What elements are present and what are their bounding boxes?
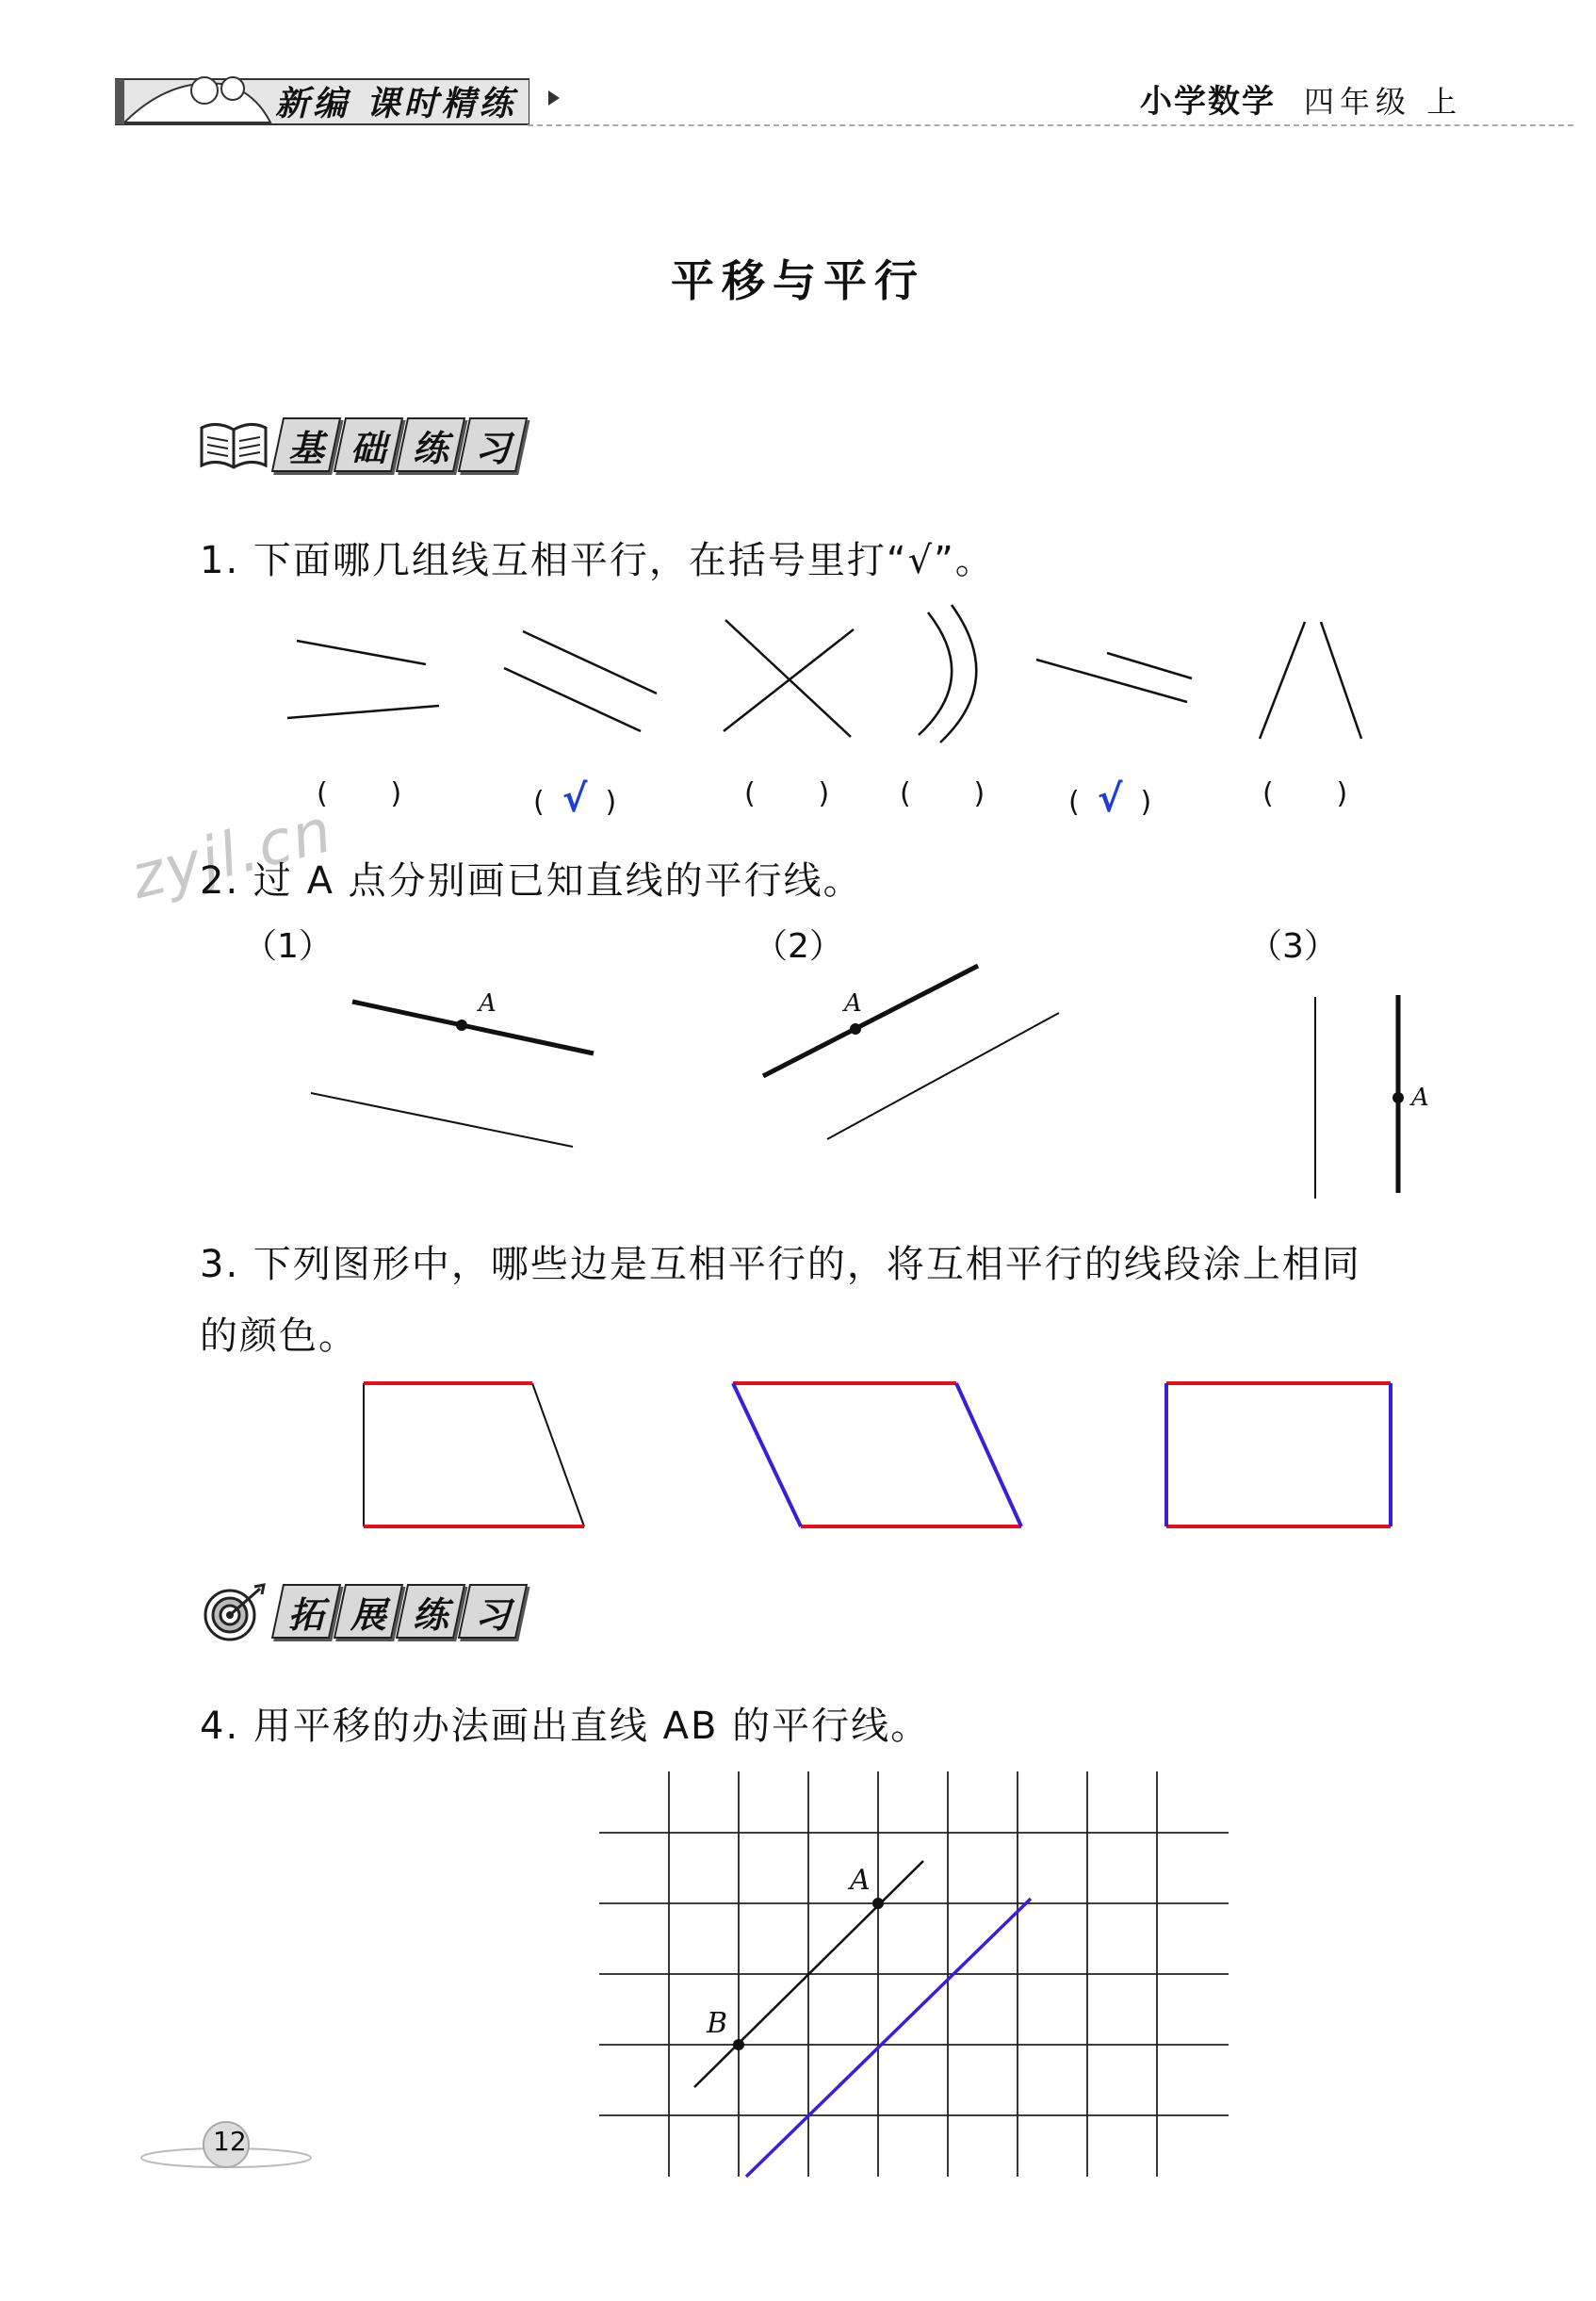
q1-answer-5[interactable]: ( √ ) — [1068, 777, 1152, 821]
section-extend-char-2: 展 — [334, 1584, 403, 1639]
q4-grid — [599, 1771, 1229, 2177]
q1-check-2: √ — [562, 777, 588, 821]
q2-fig1-label-a: A — [479, 989, 497, 1018]
question-3-text-line-2: 的颜色。 — [200, 1314, 358, 1358]
q2-part-3-label: （3） — [1248, 927, 1338, 966]
q2-part-1-label: （1） — [243, 927, 333, 966]
q1-answer-3[interactable]: ( ) — [744, 777, 830, 810]
watermark: zyjl.cn — [124, 795, 340, 914]
question-2-text: 2. 过 A 点分别画已知直线的平行线。 — [200, 859, 863, 903]
page-number: 12 — [213, 2126, 247, 2157]
q4-label-b: B — [707, 2007, 728, 2040]
section-basic-char-2: 础 — [334, 417, 403, 472]
page-title: 平移与平行 — [671, 255, 925, 306]
q1-answer-4[interactable]: ( ) — [900, 777, 985, 810]
section-extend-char-4: 习 — [458, 1584, 528, 1639]
q2-fig3-label-a: A — [1411, 1084, 1429, 1112]
header-grade: 四年级 上 — [1304, 84, 1463, 120]
q1-check-5: √ — [1097, 777, 1123, 821]
q2-fig2-label-a: A — [844, 989, 862, 1018]
header-series-title: 新编 课时精练 — [275, 85, 517, 123]
q1-answer-6[interactable]: ( ) — [1262, 777, 1348, 810]
q4-label-a: A — [850, 1864, 871, 1897]
q1-answer-2[interactable]: ( √ ) — [533, 777, 617, 821]
question-3-text-line-1: 3. 下列图形中，哪些边是互相平行的，将互相平行的线段涂上相同 — [200, 1243, 1361, 1286]
q1-answer-1[interactable]: ( ) — [317, 777, 402, 810]
q4-point-a — [872, 1898, 884, 1909]
question-1-text: 1. 下面哪几组线互相平行，在括号里打“√”。 — [200, 539, 995, 582]
q4-parallel-line — [746, 1899, 1031, 2177]
question-4-text: 4. 用平移的办法画出直线 AB 的平行线。 — [200, 1705, 931, 1748]
q2-part-2-label: （2） — [754, 927, 843, 966]
section-basic-char-4: 习 — [458, 417, 528, 472]
section-basic-char-1: 基 — [271, 417, 341, 472]
section-extend-char-1: 拓 — [271, 1584, 341, 1639]
q4-point-b — [733, 2039, 744, 2050]
section-basic-char-3: 练 — [396, 417, 465, 472]
header-subject: 小学数学 — [1140, 83, 1276, 121]
section-extend-char-3: 练 — [396, 1584, 465, 1639]
